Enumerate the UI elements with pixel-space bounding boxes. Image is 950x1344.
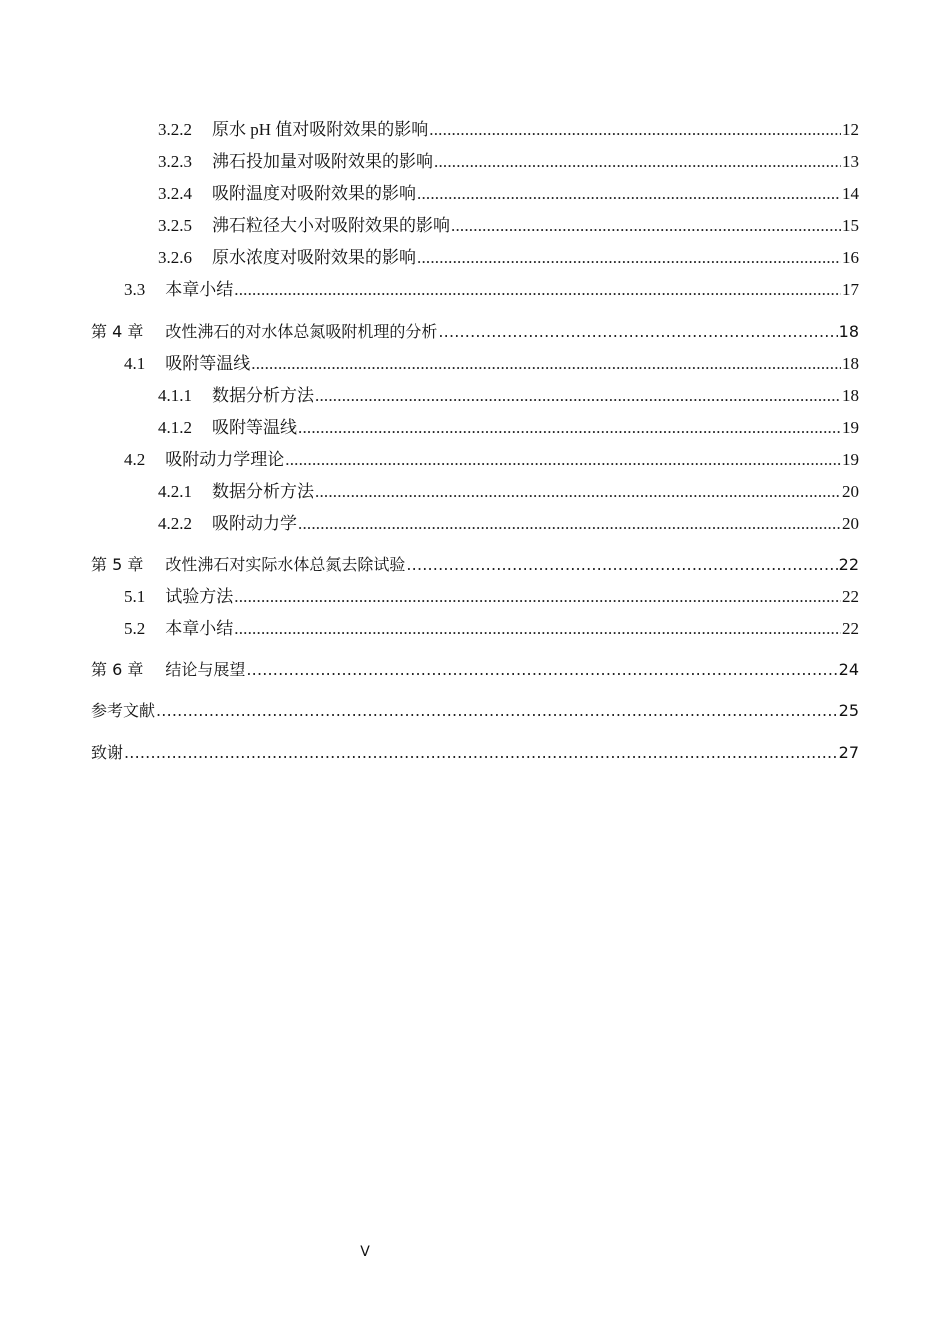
toc-entry[interactable] [158,150,859,174]
dot-leader [315,384,841,408]
toc-entry-page: 22 [842,619,859,638]
toc-entry-number: 4.2 [124,450,146,469]
dot-leader [234,617,841,641]
dot-leader [315,480,841,504]
toc-entry[interactable] [158,384,859,408]
dot-leader [285,448,841,472]
toc-entry-title: 原水浓度对吸附效果的影响 [212,248,416,267]
toc-entry-title: 本章小结 [165,619,234,638]
toc-acknowledgement-entry[interactable] [91,741,859,765]
toc-chapter-title: 结论与展望 [165,660,246,679]
toc-chapter-title: 改性沸石的对水体总氮吸附机理的分析 [165,322,438,341]
toc-entry-number: 3.2.5 [158,216,192,235]
toc-chapter-title: 参考文献 [91,701,156,720]
toc-entry-number: 5.1 [124,587,146,606]
toc-entry[interactable] [158,480,859,504]
toc-chapter-number: 第 4 章 [91,322,144,341]
toc-entry-title: 数据分析方法 [212,386,314,405]
toc-entry[interactable] [158,118,859,142]
dot-leader [251,352,841,376]
toc-entry-number: 3.3 [124,280,146,299]
toc-entry[interactable] [158,416,859,440]
toc-entry-number: 4.1.1 [158,386,192,405]
toc-entry-title: 数据分析方法 [212,482,314,501]
page-number-footer: V [360,1244,370,1260]
toc-entry-page: 12 [842,120,859,139]
toc-entry-title: 沸石粒径大小对吸附效果的影响 [212,216,450,235]
toc-chapter-title: 致谢 [91,743,124,762]
dot-leader [434,150,841,174]
toc-entry[interactable] [124,585,859,609]
toc-entry[interactable] [158,182,859,206]
toc-entry-title: 吸附动力学 [212,514,297,533]
dot-leader [234,278,841,302]
toc-entry-page: 17 [842,280,859,299]
toc-chapter-title: 改性沸石对实际水体总氮去除试验 [165,555,406,574]
dot-leader [246,658,837,682]
dot-leader [438,320,837,344]
toc-entry-page: 14 [842,184,859,203]
toc-entry-number: 3.2.6 [158,248,192,267]
toc-entry-page: 22 [838,555,859,574]
toc-entry-page: 20 [842,482,859,501]
dot-leader [124,741,838,765]
toc-chapter-number: 第 6 章 [91,660,144,679]
toc-entry-page: 19 [842,450,859,469]
toc-entry-number: 4.2.2 [158,514,192,533]
toc-entry[interactable] [158,512,859,536]
dot-leader [417,246,841,270]
toc-entry-title: 沸石投加量对吸附效果的影响 [212,152,433,171]
dot-leader [406,553,837,577]
toc-entry-page: 18 [842,354,859,373]
toc-entry-page: 25 [838,701,859,720]
toc-entry-number: 3.2.3 [158,152,192,171]
toc-entry[interactable] [124,617,859,641]
dot-leader [298,416,841,440]
toc-entry-page: 18 [838,322,859,341]
toc-entry-page: 19 [842,418,859,437]
toc-entry-number: 4.2.1 [158,482,192,501]
toc-entry-page: 13 [842,152,859,171]
toc-entry[interactable] [124,278,859,302]
toc-chapter-number: 第 5 章 [91,555,144,574]
dot-leader [429,118,841,142]
toc-entry-page: 16 [842,248,859,267]
dot-leader [417,182,841,206]
toc-entry-title: 吸附等温线 [165,354,251,373]
toc-chapter-entry[interactable] [91,553,859,577]
toc-entry-title: 原水 pH 值对吸附效果的影响 [212,120,429,139]
toc-entry-page: 24 [838,660,859,679]
dot-leader [451,214,841,238]
toc-entry-page: 15 [842,216,859,235]
dot-leader [156,699,838,723]
dot-leader [298,512,841,536]
toc-references-entry[interactable] [91,699,859,723]
toc-entry[interactable] [124,352,859,376]
toc-entry-title: 吸附温度对吸附效果的影响 [212,184,416,203]
dot-leader [234,585,841,609]
toc-entry-title: 吸附动力学理论 [165,450,285,469]
toc-entry-title: 试验方法 [165,587,234,606]
toc-entry[interactable] [124,448,859,472]
toc-entry[interactable] [158,214,859,238]
toc-chapter-entry[interactable] [91,320,859,344]
toc-entry-number: 3.2.2 [158,120,192,139]
toc-entry-number: 4.1.2 [158,418,192,437]
toc-entry-number: 4.1 [124,354,146,373]
toc-entry-title: 本章小结 [165,280,234,299]
toc-entry-number: 3.2.4 [158,184,192,203]
toc-entry[interactable] [158,246,859,270]
toc-entry-page: 27 [838,743,859,762]
toc-entry-page: 22 [842,587,859,606]
toc-entry-title: 吸附等温线 [212,418,297,437]
toc-entry-page: 20 [842,514,859,533]
toc-entry-page: 18 [842,386,859,405]
toc-chapter-entry[interactable] [91,658,859,682]
toc-entry-number: 5.2 [124,619,146,638]
